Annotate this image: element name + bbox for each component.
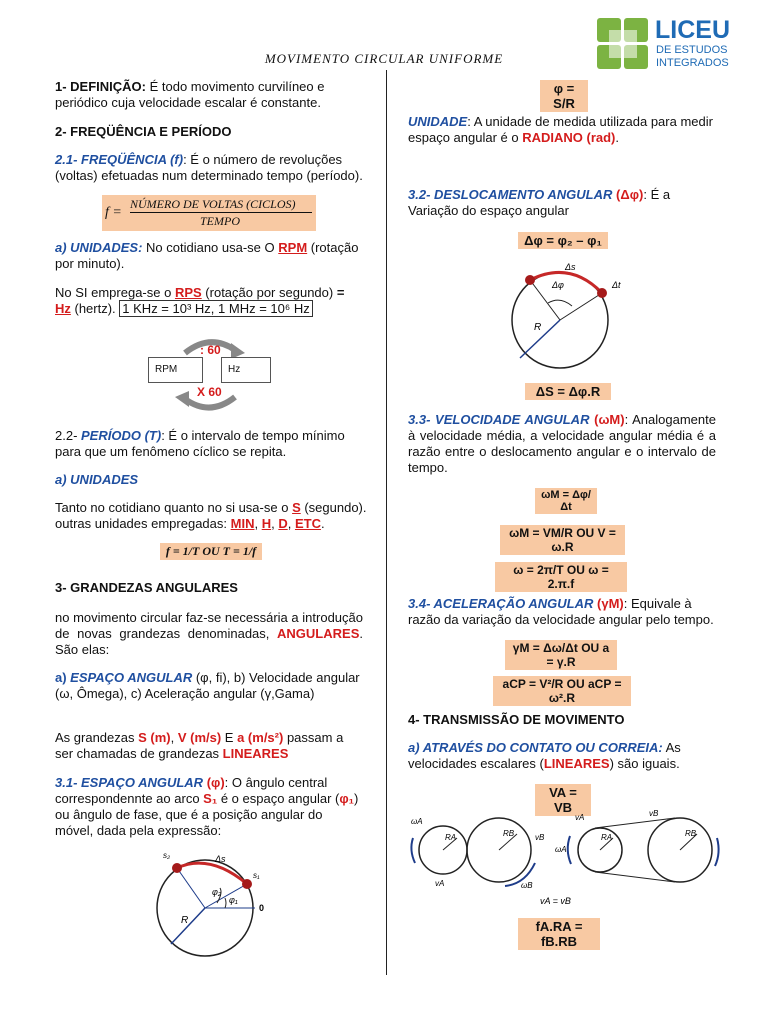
g-formula-1: γM = Δω/Δt OU a = γ.R <box>505 640 617 670</box>
svg-text:R: R <box>181 915 189 926</box>
svg-text:vB: vB <box>535 833 545 842</box>
conversion-diagram <box>145 335 275 415</box>
definition: 1- DEFINIÇÃO: É todo movimento curvilíneo e periódico cuja velocidade escalar é constante. <box>55 79 325 110</box>
svg-text:RB: RB <box>685 829 697 838</box>
svg-text:0: 0 <box>259 903 265 913</box>
angular-displacement-diagram <box>500 258 630 373</box>
section-4-title: 4- TRANSMISSÃO DE MOVIMENTO <box>408 712 625 727</box>
svg-text:RA: RA <box>445 833 457 842</box>
units-si: No SI emprega-se o RPS (rotação por segundo) = Hz (hertz). 1 KHz = 10³ Hz, 1 MHz = 10⁶ Hz <box>55 285 345 316</box>
svg-text:vB: vB <box>649 809 659 818</box>
svg-text:Δs: Δs <box>215 854 226 864</box>
frequency-formula: f = NÚMERO DE VOLTAS (CICLOS) TEMPO <box>102 195 316 231</box>
svg-text:s₁: s₁ <box>253 871 260 880</box>
logo-line2: INTEGRADOS <box>656 57 729 69</box>
logo-line1: DE ESTUDOS <box>656 44 728 56</box>
svg-text:ωB: ωB <box>521 881 533 890</box>
va-vb-formula: VA = VB <box>535 784 591 816</box>
final-formula: fA.RA = fB.RB <box>518 918 600 950</box>
units-rpm: a) UNIDADES: No cotidiano usa-se O RPM (rotação por minuto). <box>55 240 359 271</box>
column-divider <box>386 70 387 975</box>
frequency-def: 2.1- FREQÜÊNCIA (f): É o número de revoluções (voltas) efetuadas num determinado tempo (período). <box>55 152 363 183</box>
angular-velocity-def: 3.3- VELOCIDADE ANGULAR (ωM): Analogamente à velocidade média, a velocidade angular média é a razão entre o deslocamento angular e o intervalo de tempo. <box>408 412 716 475</box>
period-units: Tanto no cotidiano quanto no si usa-se o S (segundo). outras unidades empregadas: MIN, H, D, ETC. <box>55 500 367 531</box>
section-2-title: 2- FREQÜÊNCIA E PERÍODO <box>55 124 232 139</box>
svg-text:Δt: Δt <box>612 280 621 290</box>
dphi-formula: Δφ = φ₂ – φ₁ <box>518 232 608 249</box>
svg-text:φ₁: φ₁ <box>229 895 238 905</box>
units-heading: a) UNIDADES <box>55 472 139 487</box>
svg-text:φ₂: φ₂ <box>212 887 222 897</box>
svg-text:vA = vB: vA = vB <box>540 896 571 906</box>
svg-text:ωA: ωA <box>411 817 423 826</box>
svg-text:RB: RB <box>503 829 515 838</box>
hz-box: Hz <box>221 357 271 383</box>
angular-displacement-def: 3.2- DESLOCAMENTO ANGULAR (Δφ): É a Variação do espaço angular <box>408 187 671 218</box>
logo-name: LICEU <box>655 16 730 44</box>
transmission-diagram <box>405 808 723 908</box>
w-formula-1: ωM = Δφ/Δt <box>535 488 597 514</box>
svg-text:RA: RA <box>601 833 613 842</box>
g-formula-2: aCP = V²/R OU aCP = ω².R <box>493 676 631 706</box>
divide-label: : 60 <box>200 343 221 357</box>
period-def: 2.2- PERÍODO (T): É o intervalo de tempo mínimo para que um fenômeno cíclico se repita. <box>55 428 345 459</box>
ft-formula: f = 1/T OU T = 1/f <box>160 543 262 560</box>
svg-text:vA: vA <box>575 813 585 822</box>
svg-text:Δs: Δs <box>565 262 576 272</box>
angular-quantities: a) ESPAÇO ANGULAR (φ, fi), b) Velocidade angular (ω, Ômega), c) Aceleração angular (γ,Gama) <box>55 670 360 701</box>
svg-text:vA: vA <box>435 879 445 888</box>
angular-intro: no movimento circular faz-se necessária a introdução de novas grandezas denominadas, ANGULARES. São elas: <box>55 610 363 657</box>
w-formula-2: ωM = VM/R OU V = ω.R <box>500 525 625 555</box>
svg-text:s₂: s₂ <box>163 851 171 860</box>
angular-acceleration-def: 3.4- ACELERAÇÃO ANGULAR (γM): Equivale à razão da variação da velocidade angular pelo tempo. <box>408 596 714 627</box>
svg-text:Δφ: Δφ <box>552 280 564 290</box>
angular-space-diagram <box>155 848 275 963</box>
svg-text:R: R <box>534 322 542 333</box>
ds-formula: ΔS = Δφ.R <box>525 383 611 400</box>
linear-quantities: As grandezas S (m), V (m/s) E a (m/s²) passam a ser chamadas de grandezas LINEARES <box>55 730 344 761</box>
angular-space-def: 3.1- ESPAÇO ANGULAR (φ): O ângulo central correspondennte ao arco S₁ é o espaço angular (φ₁) ou ângulo de fase, que é a posição angular do móvel, dada pela expressão: <box>55 775 359 838</box>
rpm-box: RPM <box>148 357 203 383</box>
page-title: MOVIMENTO CIRCULAR UNIFORME <box>264 51 504 66</box>
phi-formula: φ = S/R <box>540 80 588 112</box>
svg-text:ωA: ωA <box>555 845 567 854</box>
unit-radian: UNIDADE: A unidade de medida utilizada para medir espaço angular é o RADIANO (rad). <box>408 114 713 145</box>
multiply-label: X 60 <box>197 385 222 399</box>
w-formula-3: ω = 2π/T OU ω = 2.π.f <box>495 562 627 592</box>
section-3-title: 3- GRANDEZAS ANGULARES <box>55 580 238 595</box>
transmission-def: a) ATRAVÉS DO CONTATO OU CORREIA: As velocidades escalares (LINEARES) são iguais. <box>408 740 681 771</box>
